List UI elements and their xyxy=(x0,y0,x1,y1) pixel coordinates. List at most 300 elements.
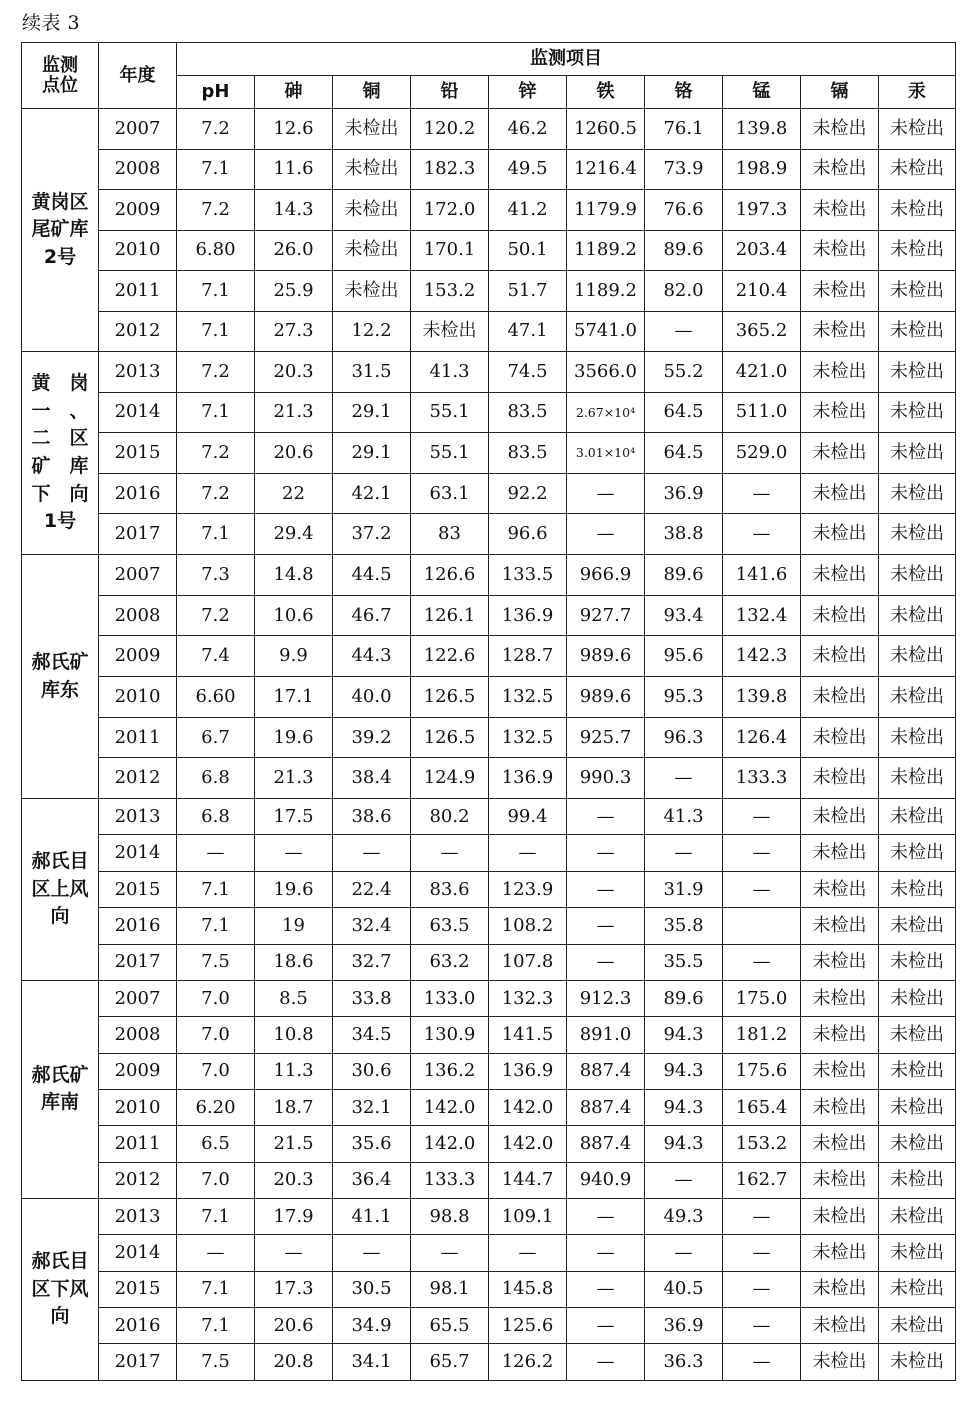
value-cell: 未检出 xyxy=(879,514,956,555)
year-cell: 2015 xyxy=(99,1271,177,1307)
value-cell: 63.5 xyxy=(411,908,489,944)
value-cell: 未检出 xyxy=(879,595,956,636)
value-cell: 126.5 xyxy=(411,717,489,758)
table-row xyxy=(22,149,956,190)
value-cell: 80.2 xyxy=(411,799,489,835)
value-cell: 30.6 xyxy=(333,1053,411,1089)
value-cell: — xyxy=(489,1235,567,1271)
value-cell: 927.7 xyxy=(567,595,645,636)
value-cell: 19.6 xyxy=(255,871,333,907)
value-cell: 122.6 xyxy=(411,636,489,677)
value-cell: 未检出 xyxy=(333,190,411,231)
site-name: 黄岗区 尾矿库 2号 xyxy=(31,190,89,268)
value-cell: 94.3 xyxy=(645,1053,723,1089)
value-cell: 96.6 xyxy=(489,514,567,555)
value-cell: 32.7 xyxy=(333,944,411,980)
value-cell: 7.1 xyxy=(177,311,255,352)
value-cell: 123.9 xyxy=(489,871,567,907)
year-cell: 2007 xyxy=(99,109,177,150)
year-cell: 2011 xyxy=(99,1126,177,1162)
value-cell: 未检出 xyxy=(801,944,879,980)
value-cell: 7.0 xyxy=(177,1017,255,1053)
value-cell: 未检出 xyxy=(801,1017,879,1053)
value-cell: 132.4 xyxy=(723,595,801,636)
value-cell: 76.6 xyxy=(645,190,723,231)
value-cell: — xyxy=(645,835,723,871)
value-cell: 83 xyxy=(411,514,489,555)
value-cell: 120.2 xyxy=(411,109,489,150)
value-cell: 170.1 xyxy=(411,230,489,271)
value-cell: 181.2 xyxy=(723,1017,801,1053)
value-cell: 74.5 xyxy=(489,352,567,393)
value-cell: 41.2 xyxy=(489,190,567,231)
value-cell: 133.3 xyxy=(723,758,801,799)
header-item: 锌 xyxy=(489,76,567,109)
header-item: 铬 xyxy=(645,76,723,109)
header-item: 砷 xyxy=(255,76,333,109)
value-cell: 89.6 xyxy=(645,230,723,271)
value-cell: — xyxy=(177,1235,255,1271)
header-item: 铜 xyxy=(333,76,411,109)
value-cell: 41.3 xyxy=(645,799,723,835)
table-row xyxy=(22,230,956,271)
value-cell: — xyxy=(567,871,645,907)
table-row xyxy=(22,981,956,1017)
table-row xyxy=(22,433,956,474)
value-cell: 14.8 xyxy=(255,554,333,595)
value-cell: 未检出 xyxy=(801,1126,879,1162)
value-cell: 32.1 xyxy=(333,1089,411,1125)
value-cell: 49.3 xyxy=(645,1198,723,1234)
value-cell: 5741.0 xyxy=(567,311,645,352)
year-cell: 2012 xyxy=(99,311,177,352)
value-cell: 6.5 xyxy=(177,1126,255,1162)
value-cell: 未检出 xyxy=(879,1126,956,1162)
table-row xyxy=(22,190,956,231)
value-cell: 7.0 xyxy=(177,1053,255,1089)
value-cell: 7.1 xyxy=(177,149,255,190)
year-cell: 2017 xyxy=(99,514,177,555)
value-cell: 未检出 xyxy=(879,109,956,150)
value-cell: 21.5 xyxy=(255,1126,333,1162)
value-cell: 136.9 xyxy=(489,595,567,636)
table-row xyxy=(22,1308,956,1344)
value-cell: 10.6 xyxy=(255,595,333,636)
value-cell: 30.5 xyxy=(333,1271,411,1307)
value-cell: 32.4 xyxy=(333,908,411,944)
value-cell: 95.6 xyxy=(645,636,723,677)
value-cell: 未检出 xyxy=(879,1053,956,1089)
value-cell: 7.2 xyxy=(177,473,255,514)
value-cell: 未检出 xyxy=(801,717,879,758)
value-cell: 11.6 xyxy=(255,149,333,190)
value-cell: 11.3 xyxy=(255,1053,333,1089)
table-row xyxy=(22,1126,956,1162)
value-cell: 6.8 xyxy=(177,799,255,835)
value-cell: 136.2 xyxy=(411,1053,489,1089)
value-cell: 83.6 xyxy=(411,871,489,907)
value-cell: 未检出 xyxy=(801,271,879,312)
year-cell: 2009 xyxy=(99,190,177,231)
header-year: 年度 xyxy=(99,43,177,109)
value-cell: 7.5 xyxy=(177,1344,255,1380)
year-cell: 2013 xyxy=(99,352,177,393)
value-cell: 未检出 xyxy=(801,1308,879,1344)
value-cell: 未检出 xyxy=(801,554,879,595)
value-cell: 7.0 xyxy=(177,1162,255,1198)
value-cell: 未检出 xyxy=(801,595,879,636)
value-cell: — xyxy=(567,1235,645,1271)
value-cell: 26.0 xyxy=(255,230,333,271)
year-cell: 2014 xyxy=(99,392,177,433)
value-cell: 21.3 xyxy=(255,392,333,433)
value-cell: 64.5 xyxy=(645,433,723,474)
table-row xyxy=(22,392,956,433)
value-cell: 未检出 xyxy=(879,1017,956,1053)
value-cell: 14.3 xyxy=(255,190,333,231)
table-row xyxy=(22,758,956,799)
value-cell: 197.3 xyxy=(723,190,801,231)
value-cell: 未检出 xyxy=(801,311,879,352)
value-cell: 34.5 xyxy=(333,1017,411,1053)
value-cell: 36.4 xyxy=(333,1162,411,1198)
value-cell: 94.3 xyxy=(645,1126,723,1162)
value-cell: 36.9 xyxy=(645,473,723,514)
value-cell: 未检出 xyxy=(879,636,956,677)
value-cell: 55.1 xyxy=(411,392,489,433)
year-cell: 2008 xyxy=(99,1017,177,1053)
value-cell: 36.9 xyxy=(645,1308,723,1344)
value-cell: 136.9 xyxy=(489,758,567,799)
table-row xyxy=(22,871,956,907)
value-cell: — xyxy=(645,311,723,352)
value-cell: 未检出 xyxy=(879,352,956,393)
value-cell: 未检出 xyxy=(879,799,956,835)
year-cell: 2007 xyxy=(99,981,177,1017)
value-cell: — xyxy=(489,835,567,871)
value-cell: 529.0 xyxy=(723,433,801,474)
value-cell: 925.7 xyxy=(567,717,645,758)
table-row xyxy=(22,311,956,352)
value-cell: 65.5 xyxy=(411,1308,489,1344)
value-cell: 94.3 xyxy=(645,1089,723,1125)
value-cell xyxy=(723,908,801,944)
value-cell: 未检出 xyxy=(801,908,879,944)
value-cell: 198.9 xyxy=(723,149,801,190)
value-cell: 17.1 xyxy=(255,677,333,718)
value-cell: 18.6 xyxy=(255,944,333,980)
value-cell: 162.7 xyxy=(723,1162,801,1198)
table-row xyxy=(22,944,956,980)
value-cell: — xyxy=(723,799,801,835)
value-cell: 未检出 xyxy=(879,473,956,514)
table-row xyxy=(22,835,956,871)
value-cell: 未检出 xyxy=(879,871,956,907)
value-cell: — xyxy=(567,1198,645,1234)
value-cell: 912.3 xyxy=(567,981,645,1017)
site-cell xyxy=(22,109,99,352)
value-cell: 6.7 xyxy=(177,717,255,758)
value-cell: 20.6 xyxy=(255,433,333,474)
value-cell: 63.1 xyxy=(411,473,489,514)
year-cell: 2017 xyxy=(99,944,177,980)
value-cell: 未检出 xyxy=(879,717,956,758)
value-cell: 未检出 xyxy=(801,392,879,433)
table-row xyxy=(22,352,956,393)
value-cell: 891.0 xyxy=(567,1017,645,1053)
value-cell: — xyxy=(723,871,801,907)
year-cell: 2012 xyxy=(99,1162,177,1198)
table-caption: 续表 3 xyxy=(22,12,81,34)
value-cell: 153.2 xyxy=(723,1126,801,1162)
value-cell: 37.2 xyxy=(333,514,411,555)
value-cell: 33.8 xyxy=(333,981,411,1017)
value-cell: 12.2 xyxy=(333,311,411,352)
value-cell: 109.1 xyxy=(489,1198,567,1234)
value-cell: 35.6 xyxy=(333,1126,411,1162)
header-item: 镉 xyxy=(801,76,879,109)
value-cell: — xyxy=(567,835,645,871)
value-cell: 29.1 xyxy=(333,433,411,474)
value-cell: 38.6 xyxy=(333,799,411,835)
value-cell: — xyxy=(177,835,255,871)
value-cell: 7.1 xyxy=(177,1271,255,1307)
year-cell: 2010 xyxy=(99,677,177,718)
value-cell: — xyxy=(567,799,645,835)
value-cell: 887.4 xyxy=(567,1089,645,1125)
site-name: 郝氏目 区上风 向 xyxy=(31,850,89,928)
value-cell: 7.4 xyxy=(177,636,255,677)
value-cell: — xyxy=(723,1344,801,1380)
value-cell: 39.2 xyxy=(333,717,411,758)
value-cell: 142.0 xyxy=(489,1089,567,1125)
value-cell: — xyxy=(567,1344,645,1380)
value-cell: 210.4 xyxy=(723,271,801,312)
value-cell: 365.2 xyxy=(723,311,801,352)
value-cell: 未检出 xyxy=(801,473,879,514)
value-cell: 12.6 xyxy=(255,109,333,150)
value-cell: 132.5 xyxy=(489,677,567,718)
year-cell: 2015 xyxy=(99,433,177,474)
table-row xyxy=(22,271,956,312)
header-site xyxy=(22,43,99,109)
value-cell: 64.5 xyxy=(645,392,723,433)
value-cell: — xyxy=(723,1198,801,1234)
value-cell: — xyxy=(333,835,411,871)
value-cell: 未检出 xyxy=(801,1198,879,1234)
value-cell: 未检出 xyxy=(879,433,956,474)
value-cell: — xyxy=(567,514,645,555)
value-cell: 46.7 xyxy=(333,595,411,636)
value-cell: 126.2 xyxy=(489,1344,567,1380)
value-cell: 82.0 xyxy=(645,271,723,312)
value-cell: 133.3 xyxy=(411,1162,489,1198)
value-cell: 65.7 xyxy=(411,1344,489,1380)
value-cell: 76.1 xyxy=(645,109,723,150)
value-cell: 未检出 xyxy=(411,311,489,352)
value-cell: 10.8 xyxy=(255,1017,333,1053)
value-cell: 144.7 xyxy=(489,1162,567,1198)
value-cell: 未检出 xyxy=(879,1235,956,1271)
table-row xyxy=(22,908,956,944)
value-cell: 93.4 xyxy=(645,595,723,636)
value-cell: 7.3 xyxy=(177,554,255,595)
value-cell: 83.5 xyxy=(489,392,567,433)
value-cell: 136.9 xyxy=(489,1053,567,1089)
value-cell: 40.0 xyxy=(333,677,411,718)
value-cell: 44.5 xyxy=(333,554,411,595)
value-cell: 19.6 xyxy=(255,717,333,758)
value-cell: 34.1 xyxy=(333,1344,411,1380)
site-cell xyxy=(22,1198,99,1380)
value-cell: 18.7 xyxy=(255,1089,333,1125)
value-cell: 7.5 xyxy=(177,944,255,980)
value-cell: 未检出 xyxy=(879,835,956,871)
value-cell: 47.1 xyxy=(489,311,567,352)
value-cell: 未检出 xyxy=(801,1271,879,1307)
value-cell: 未检出 xyxy=(879,190,956,231)
year-cell: 2007 xyxy=(99,554,177,595)
value-cell: 20.3 xyxy=(255,1162,333,1198)
value-cell: 6.20 xyxy=(177,1089,255,1125)
value-cell: 未检出 xyxy=(879,1344,956,1380)
value-cell: 940.9 xyxy=(567,1162,645,1198)
year-cell: 2013 xyxy=(99,799,177,835)
value-cell: 未检出 xyxy=(801,835,879,871)
value-cell: 未检出 xyxy=(801,1162,879,1198)
value-cell: 142.0 xyxy=(411,1126,489,1162)
table-row xyxy=(22,554,956,595)
value-cell: 未检出 xyxy=(879,1162,956,1198)
value-cell: 990.3 xyxy=(567,758,645,799)
site-name: 郝氏矿 库东 xyxy=(31,650,89,701)
value-cell: 7.2 xyxy=(177,433,255,474)
site-name: 黄 岗 一 、 二 区 矿 库 下 向 1号 xyxy=(31,372,89,533)
value-cell: 29.1 xyxy=(333,392,411,433)
value-cell: 38.8 xyxy=(645,514,723,555)
value-cell: 未检出 xyxy=(801,758,879,799)
value-cell: — xyxy=(645,1162,723,1198)
value-cell: 20.3 xyxy=(255,352,333,393)
value-cell: 153.2 xyxy=(411,271,489,312)
value-cell: 31.9 xyxy=(645,871,723,907)
value-cell: 9.9 xyxy=(255,636,333,677)
value-cell: 20.6 xyxy=(255,1308,333,1344)
value-cell: 98.8 xyxy=(411,1198,489,1234)
value-cell: 34.9 xyxy=(333,1308,411,1344)
value-cell: 未检出 xyxy=(879,908,956,944)
value-cell: 63.2 xyxy=(411,944,489,980)
value-cell: 未检出 xyxy=(879,392,956,433)
value-cell: 6.60 xyxy=(177,677,255,718)
year-cell: 2013 xyxy=(99,1198,177,1234)
value-cell: 未检出 xyxy=(879,944,956,980)
value-cell: 未检出 xyxy=(801,1344,879,1380)
value-cell: 142.0 xyxy=(489,1126,567,1162)
value-cell: 108.2 xyxy=(489,908,567,944)
value-cell: 42.1 xyxy=(333,473,411,514)
header-monitoring-items: 监测项目 xyxy=(177,43,956,76)
value-cell: 未检出 xyxy=(801,109,879,150)
value-cell: 未检出 xyxy=(801,981,879,1017)
value-cell: 7.0 xyxy=(177,981,255,1017)
table-row xyxy=(22,1344,956,1380)
year-cell: 2016 xyxy=(99,908,177,944)
value-cell: 139.8 xyxy=(723,109,801,150)
value-cell: 203.4 xyxy=(723,230,801,271)
value-cell: 未检出 xyxy=(333,230,411,271)
value-cell: 141.5 xyxy=(489,1017,567,1053)
site-cell xyxy=(22,799,99,981)
value-cell: 89.6 xyxy=(645,981,723,1017)
value-cell: 未检出 xyxy=(879,981,956,1017)
table-row xyxy=(22,636,956,677)
value-cell: — xyxy=(567,473,645,514)
value-cell: — xyxy=(255,1235,333,1271)
value-cell: — xyxy=(723,1271,801,1307)
table-row xyxy=(22,1089,956,1125)
value-cell: 未检出 xyxy=(879,758,956,799)
value-cell: 989.6 xyxy=(567,636,645,677)
value-cell: 29.4 xyxy=(255,514,333,555)
value-cell: 49.5 xyxy=(489,149,567,190)
value-cell: 2.67×10⁴ xyxy=(567,392,645,433)
value-cell: 未检出 xyxy=(333,149,411,190)
value-cell: 98.1 xyxy=(411,1271,489,1307)
value-cell: 未检出 xyxy=(801,636,879,677)
value-cell: 126.5 xyxy=(411,677,489,718)
value-cell: 141.6 xyxy=(723,554,801,595)
year-cell: 2011 xyxy=(99,271,177,312)
site-cell xyxy=(22,554,99,798)
value-cell: 989.6 xyxy=(567,677,645,718)
value-cell: 41.1 xyxy=(333,1198,411,1234)
value-cell: 83.5 xyxy=(489,433,567,474)
table-row xyxy=(22,109,956,150)
value-cell: — xyxy=(411,835,489,871)
site-cell xyxy=(22,352,99,555)
value-cell: 未检出 xyxy=(879,311,956,352)
value-cell: 31.5 xyxy=(333,352,411,393)
year-cell: 2010 xyxy=(99,230,177,271)
year-cell: 2009 xyxy=(99,1053,177,1089)
header-item: 铅 xyxy=(411,76,489,109)
value-cell: 未检出 xyxy=(879,149,956,190)
value-cell: — xyxy=(723,1235,801,1271)
value-cell: 124.9 xyxy=(411,758,489,799)
value-cell: 55.1 xyxy=(411,433,489,474)
value-cell: 96.3 xyxy=(645,717,723,758)
value-cell: 130.9 xyxy=(411,1017,489,1053)
value-cell: 未检出 xyxy=(333,271,411,312)
value-cell: 1189.2 xyxy=(567,230,645,271)
value-cell: 未检出 xyxy=(879,230,956,271)
header-item: pH xyxy=(177,76,255,109)
table-row xyxy=(22,1017,956,1053)
year-cell: 2010 xyxy=(99,1089,177,1125)
table-row xyxy=(22,473,956,514)
table-row xyxy=(22,799,956,835)
value-cell: 未检出 xyxy=(879,1271,956,1307)
value-cell: — xyxy=(255,835,333,871)
value-cell: 未检出 xyxy=(333,109,411,150)
monitoring-table xyxy=(21,42,956,1381)
value-cell: 7.1 xyxy=(177,271,255,312)
value-cell: 27.3 xyxy=(255,311,333,352)
value-cell: 未检出 xyxy=(801,190,879,231)
value-cell: 3.01×10⁴ xyxy=(567,433,645,474)
value-cell: 未检出 xyxy=(801,871,879,907)
